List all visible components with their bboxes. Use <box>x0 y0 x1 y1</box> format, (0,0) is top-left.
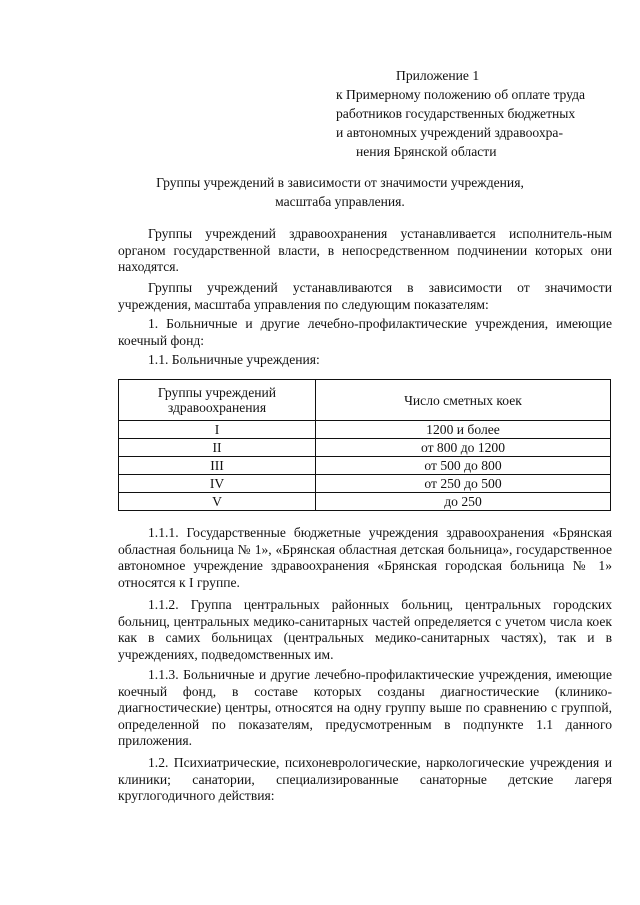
title-line: Группы учреждений в зависимости от значимости учреждения, <box>156 175 524 190</box>
appendix-line: работников государственных бюджетных <box>336 106 576 121</box>
appendix-line: и автономных учреждений здравоохра- <box>336 125 563 140</box>
table-header-row <box>119 380 611 421</box>
hospital-groups-table <box>118 379 611 511</box>
paragraph-1-1-2: 1.1.2. Группа центральных районных больниц, центральных городских больниц, центральных медико-санитарных частей определяется с учетом числа коек как в самих больницах (центральных медико-санитарных частях), так и в учреждениях, подведомственных им. <box>118 597 612 662</box>
paragraph-section-1: 1. Больничные и другие лечебно-профилактические учреждения, имеющие коечный фонд: <box>118 316 612 348</box>
table-row <box>119 439 611 457</box>
table-row <box>119 475 611 493</box>
appendix-number: Приложение 1 <box>396 68 480 83</box>
paragraph-1-2: 1.2. Психиатрические, психоневрологические, наркологические учреждения и клиники; санатории, специализированные санаторные детские лагеря круглогодичного действия: <box>118 755 612 803</box>
paragraph-1-1-3: 1.1.3. Больничные и другие лечебно-профилактические учреждения, имеющие коечный фонд, в составе которых созданы диагностические (клинико-диагностические) центры, относятся на одну группу выше по сравнению с группой, определенной по показателям, предусмотренным в подпункте 1.1 данного приложения. <box>118 667 612 748</box>
beds-cell: от 500 до 800 <box>316 457 611 475</box>
paragraph-criteria: Группы учреждений устанавливаются в зависимости от значимости учреждения, масштаба управления по следующим показателям: <box>118 280 612 312</box>
group-cell: V <box>119 493 316 511</box>
column-header-groups: Группы учреждений здравоохранения <box>119 380 316 421</box>
beds-cell: от 250 до 500 <box>316 475 611 493</box>
appendix-line: к Примерному положению об оплате труда <box>336 87 586 102</box>
beds-cell: 1200 и более <box>316 421 611 439</box>
beds-cell: от 800 до 1200 <box>316 439 611 457</box>
appendix-line: нения Брянской области <box>356 144 497 159</box>
paragraph-section-1-1: 1.1. Больничные учреждения: <box>148 352 320 367</box>
paragraph-1-1-1: 1.1.1. Государственные бюджетные учреждения здравоохранения «Брянская областная больница № 1», «Брянская областная детская больница», государственное автономное учреждение здравоохранения «Брянская городская больница № 1» относятся к I группе. <box>118 525 612 590</box>
group-cell: IV <box>119 475 316 493</box>
group-cell: II <box>119 439 316 457</box>
table-row <box>119 421 611 439</box>
group-cell: III <box>119 457 316 475</box>
beds-cell: до 250 <box>316 493 611 511</box>
table-row <box>119 493 611 511</box>
table-row <box>119 457 611 475</box>
paragraph-intro: Группы учреждений здравоохранения устанавливается исполнитель-ным органом государственной власти, в непосредственном подчинении которых они находятся. <box>118 226 612 274</box>
group-cell: I <box>119 421 316 439</box>
column-header-beds: Число сметных коек <box>316 380 611 421</box>
title-line: масштаба управления. <box>275 194 405 209</box>
